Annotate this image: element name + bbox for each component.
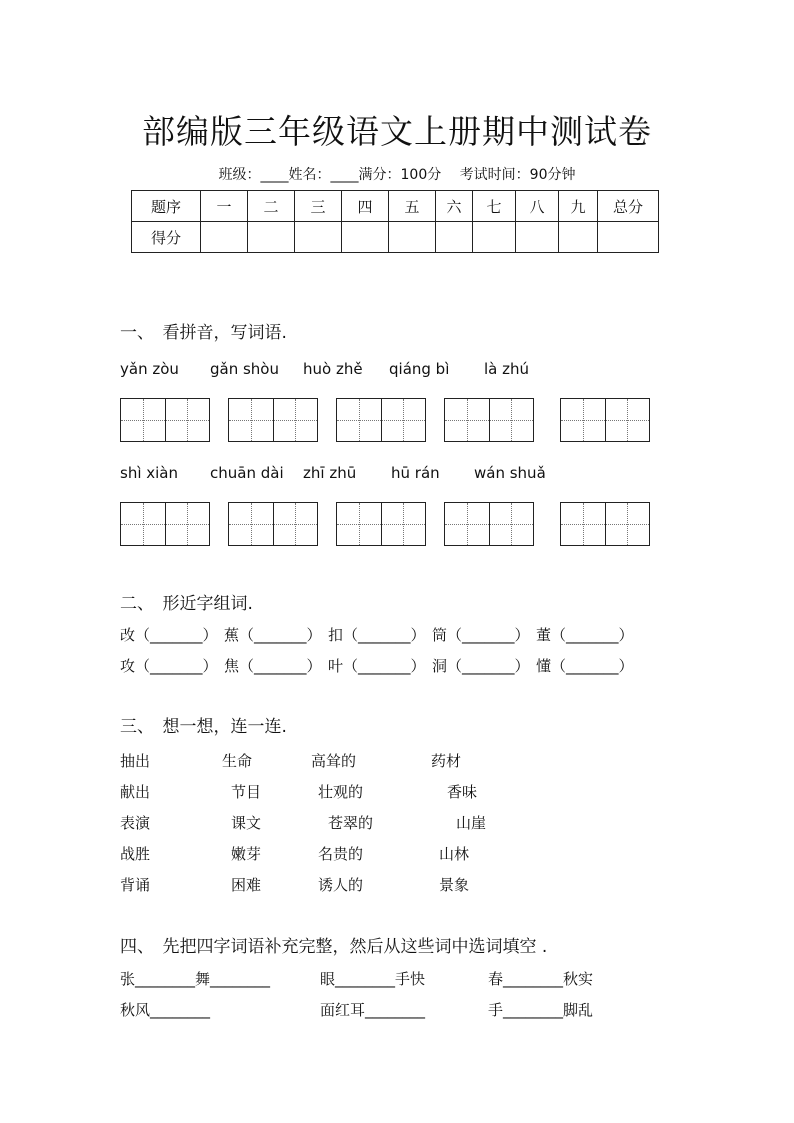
section3-heading: 三、 想一想，连一连.: [120, 717, 287, 737]
match-word: 嫩芽: [231, 845, 262, 863]
match-word: 抽出: [120, 752, 151, 770]
score-cell[interactable]: [559, 222, 598, 253]
score-cell[interactable]: [342, 222, 389, 253]
idiom-item: 春________秋实: [488, 970, 594, 988]
match-word: 课文: [231, 814, 262, 832]
score-cell[interactable]: [201, 222, 248, 253]
pinyin-label: qiáng bì: [389, 360, 450, 378]
writing-grid-box[interactable]: [560, 398, 650, 442]
pinyin-label: gǎn shòu: [210, 360, 279, 378]
word-item: 董（_______）: [536, 626, 634, 644]
score-header-cell: 九: [559, 191, 598, 222]
writing-grid-box[interactable]: [120, 502, 210, 546]
match-word: 生命: [222, 752, 253, 770]
word-item: 筒（_______）: [432, 626, 530, 644]
score-header-cell: 一: [201, 191, 248, 222]
match-word: 表演: [120, 814, 151, 832]
score-header-cell: 总分: [598, 191, 659, 222]
match-word: 山崖: [456, 814, 487, 832]
pinyin-label: chuān dài: [210, 464, 284, 482]
word-item: 扣（_______）: [328, 626, 426, 644]
match-word: 山林: [439, 845, 470, 863]
match-word: 献出: [120, 783, 151, 801]
match-word: 名贵的: [318, 845, 364, 863]
writing-grid-box[interactable]: [336, 502, 426, 546]
writing-grid-box[interactable]: [444, 502, 534, 546]
score-row-label: 得分: [132, 222, 201, 253]
pinyin-label: wán shuǎ: [474, 464, 546, 482]
writing-grid-box[interactable]: [444, 398, 534, 442]
word-item: 改（_______）: [120, 626, 218, 644]
idiom-item: 张________舞________: [120, 970, 271, 988]
match-word: 景象: [439, 876, 470, 894]
idiom-item: 面红耳________: [320, 1001, 426, 1019]
idiom-item: 手________脚乱: [488, 1001, 594, 1019]
word-item: 懂（_______）: [536, 657, 634, 675]
writing-grid-box[interactable]: [228, 502, 318, 546]
score-header-cell: 二: [248, 191, 295, 222]
score-cell[interactable]: [516, 222, 559, 253]
pinyin-label: shì xiàn: [120, 464, 179, 482]
section1-heading: 一、 看拼音，写词语.: [120, 323, 287, 343]
word-item: 洞（_______）: [432, 657, 530, 675]
score-cell[interactable]: [295, 222, 342, 253]
idiom-item: 秋风________: [120, 1001, 211, 1019]
match-word: 香味: [447, 783, 478, 801]
writing-grid-box[interactable]: [228, 398, 318, 442]
match-word: 背诵: [120, 876, 151, 894]
score-table: [131, 190, 659, 253]
score-cell[interactable]: [248, 222, 295, 253]
score-cell[interactable]: [436, 222, 473, 253]
match-word: 诱人的: [318, 876, 364, 894]
score-header-cell: 四: [342, 191, 389, 222]
section4-heading: 四、 先把四字词语补充完整，然后从这些词中选词填空 .: [120, 937, 548, 957]
score-header-cell: 八: [516, 191, 559, 222]
writing-grid-box[interactable]: [120, 398, 210, 442]
match-word: 节目: [231, 783, 262, 801]
match-word: 高耸的: [311, 752, 357, 770]
score-cell[interactable]: [473, 222, 516, 253]
word-item: 蕉（_______）: [224, 626, 322, 644]
score-header-cell: 六: [436, 191, 473, 222]
score-table-score-row: [132, 222, 659, 253]
pinyin-label: là zhú: [484, 360, 530, 378]
pinyin-label: huò zhě: [303, 360, 363, 378]
pinyin-label: yǎn zòu: [120, 360, 179, 378]
score-cell[interactable]: [598, 222, 659, 253]
word-item: 叶（_______）: [328, 657, 426, 675]
score-header-cell: 七: [473, 191, 516, 222]
match-word: 药材: [431, 752, 462, 770]
pinyin-label: hū rán: [391, 464, 440, 482]
writing-grid-box[interactable]: [560, 502, 650, 546]
score-header-cell: 题序: [132, 191, 201, 222]
score-header-cell: 三: [295, 191, 342, 222]
score-cell[interactable]: [389, 222, 436, 253]
pinyin-label: zhī zhū: [303, 464, 357, 482]
word-item: 攻（_______）: [120, 657, 218, 675]
match-word: 困难: [231, 876, 262, 894]
score-table-header-row: [132, 191, 659, 222]
idiom-item: 眼________手快: [320, 970, 426, 988]
match-word: 壮观的: [318, 783, 364, 801]
score-header-cell: 五: [389, 191, 436, 222]
writing-grid-box[interactable]: [336, 398, 426, 442]
match-word: 苍翠的: [328, 814, 374, 832]
section2-heading: 二、 形近字组词.: [120, 594, 253, 614]
exam-info: 班级：____姓名：____满分：100分 考试时间：90分钟: [218, 167, 576, 183]
word-item: 焦（_______）: [224, 657, 322, 675]
page-title: 部编版三年级语文上册期中测试卷: [142, 112, 652, 151]
match-word: 战胜: [120, 845, 151, 863]
